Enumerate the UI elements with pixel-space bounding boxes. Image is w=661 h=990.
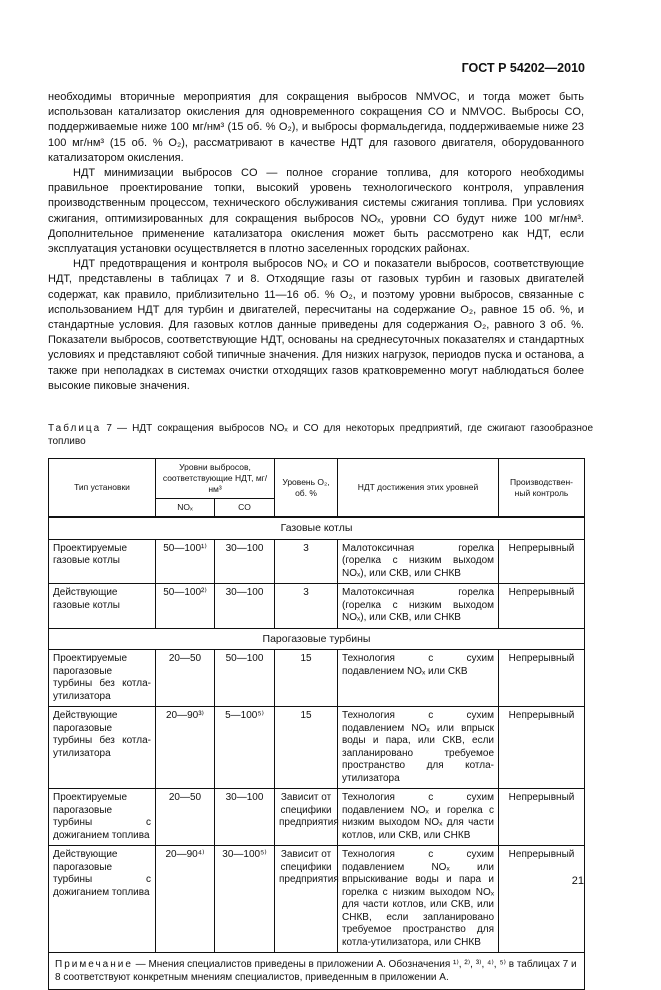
header-co: CO xyxy=(215,499,275,518)
header-nox: NOₓ xyxy=(156,499,215,518)
row-type: Проектируемые парогазовые турбины с дожиганием топлива xyxy=(49,789,156,846)
table-row xyxy=(49,846,585,953)
row-o2: Зависит от специфики предприятия xyxy=(275,789,338,846)
row-method: Технология с сухим подавлением NOₓ и горелка с низким выходом NOₓ для части котлов, или СКВ, или СНКВ xyxy=(338,789,499,846)
row-o2: 3 xyxy=(275,539,338,584)
row-o2: Зависит от специфики предприятия xyxy=(275,846,338,953)
row-o2: 15 xyxy=(275,707,338,789)
table-row xyxy=(49,584,585,629)
section-title-combined-cycle: Парогазовые турбины xyxy=(49,628,585,650)
row-nox: 50—100²⁾ xyxy=(156,584,215,629)
table-row xyxy=(49,789,585,846)
header-levels: Уровни выбросов, соответствующие НДТ, мг/нм³ xyxy=(156,459,275,499)
row-o2: 15 xyxy=(275,650,338,707)
table-caption-text: 7 — НДТ сокращения выбросов NOₓ и CO для некоторых предприятий, где сжигают газообразное топливо xyxy=(48,423,593,447)
header-methods: НДТ достижения этих уровней xyxy=(338,459,499,518)
row-control: Непрерывный xyxy=(499,539,585,584)
row-o2: 3 xyxy=(275,584,338,629)
row-nox: 20—50 xyxy=(156,650,215,707)
row-method: Малотоксичная горелка (горелка с низким выходом NOₓ), или СКВ, или СНКВ xyxy=(338,539,499,584)
table-row xyxy=(49,707,585,789)
row-nox: 20—90⁴⁾ xyxy=(156,846,215,953)
row-type: Проектируемые парогазовые турбины без котла-утилизатора xyxy=(49,650,156,707)
row-nox: 50—100¹⁾ xyxy=(156,539,215,584)
row-type: Проектируемые газовые котлы xyxy=(49,539,156,584)
row-control: Непрерывный xyxy=(499,789,585,846)
table-row xyxy=(49,539,585,584)
note-label: Примечание xyxy=(55,959,133,970)
header-o2: Уровень O₂, об. % xyxy=(275,459,338,518)
row-co: 5—100⁵⁾ xyxy=(215,707,275,789)
table-caption xyxy=(48,422,593,448)
body-text xyxy=(48,90,584,394)
row-nox: 20—50 xyxy=(156,789,215,846)
row-control: Непрерывный xyxy=(499,707,585,789)
table-row xyxy=(49,650,585,707)
row-co: 30—100⁵⁾ xyxy=(215,846,275,953)
paragraph-3: НДТ предотвращения и контроля выбросов NOₓ и CO и показатели выбросов, соответствующие НДТ, представлены в таблицах 7 и 8. Отходящие газы от газовых турбин и газовых двигателей содержат, как правило, приблизительно 11—16 об. % O₂, и поэтому уровни выбросов, связанные с использованием НДТ для турбин и двигателей, пересчитаны на содержание O₂, равное 15 об. %, и стандартные условия. Для газовых котлов данные приведены для содержания O₂, равного 3 об. %. Показатели выбросов, соответствующие НДТ, основаны на среднесуточных показателях и стандартных условиях и представляют собой типичные значения. Для низких нагрузок, периодов пуска и останова, а также при неполадках в системах очистки отходящих газов кратковременно могут наблюдаться более высокие пиковые значения. xyxy=(48,258,584,392)
table-note xyxy=(49,953,585,990)
row-method: Технология с сухим подавлением NOₓ или впрыскивание воды и пара и горелка с низким выходом NOₓ для части котлов, или СКВ, или СНКВ, если запланировано требуемое пространство для котла-утилизатора, или СНКВ xyxy=(338,846,499,953)
row-co: 30—100 xyxy=(215,584,275,629)
header-type: Тип установки xyxy=(49,459,156,518)
document-header: ГОСТ Р 54202—2010 xyxy=(461,61,585,75)
row-method: Технология с сухим подавлением NOₓ или впрыск воды и пара, или СКВ, если запланировано требуемое пространство для котла-утилизатора xyxy=(338,707,499,789)
row-control: Непрерывный xyxy=(499,650,585,707)
header-control: Производствен-ный контроль xyxy=(499,459,585,518)
row-co: 50—100 xyxy=(215,650,275,707)
paragraph-1: необходимы вторичные мероприятия для сокращения выбросов NMVOC, и тогда может быть использован катализатор окисления для одновременного сокращения CO и NMVOC. Выбросы CO, поддерживаемые ниже 100 мг/нм³ (15 об. % O₂), и выбросы формальдегида, поддерживаемые ниже 23 100 мг/нм³ (15 об. % O₂), рассматривают в качестве НДТ для газового двигателя, оборудованного катализатором окисления. xyxy=(48,91,584,164)
emissions-table xyxy=(48,458,585,990)
section-title-gas-boilers: Газовые котлы xyxy=(49,517,585,539)
row-control: Непрерывный xyxy=(499,846,585,953)
row-method: Технология с сухим подавлением NOₓ или СКВ xyxy=(338,650,499,707)
paragraph-2: НДТ минимизации выбросов CO — полное сгорание топлива, для которого необходимы правильное проектирование топки, высокий уровень технологического контроля, управления производственным процессом, технического обслуживания системы сжигания топлива. При условиях сжигания, оптимизированных для сокращения выбросов NOₓ, уровни CO будут ниже 100 мг/нм³. Дополнительное применение катализатора окисления может быть рассмотрено как НДТ, если эксплуатация установки осуществляется в плотно заселенных городских районах. xyxy=(48,167,584,256)
row-type: Действующие парогазовые турбины без котла-утилизатора xyxy=(49,707,156,789)
row-nox: 20—90³⁾ xyxy=(156,707,215,789)
page-number: 21 xyxy=(571,875,584,887)
row-co: 30—100 xyxy=(215,789,275,846)
row-type: Действующие парогазовые турбины с дожиганием топлива xyxy=(49,846,156,953)
table-caption-label: Таблица xyxy=(48,423,102,434)
row-method: Малотоксичная горелка (горелка с низким выходом NOₓ), или СКВ, или СНКВ xyxy=(338,584,499,629)
row-type: Действующие газовые котлы xyxy=(49,584,156,629)
row-co: 30—100 xyxy=(215,539,275,584)
note-text: — Мнения специалистов приведены в приложении А. Обозначения ¹⁾, ²⁾, ³⁾, ⁴⁾, ⁵⁾ в таблицах 7 и 8 соответствуют конкретным мнениям специалистов, приведенным в приложении А. xyxy=(55,959,577,983)
row-control: Непрерывный xyxy=(499,584,585,629)
